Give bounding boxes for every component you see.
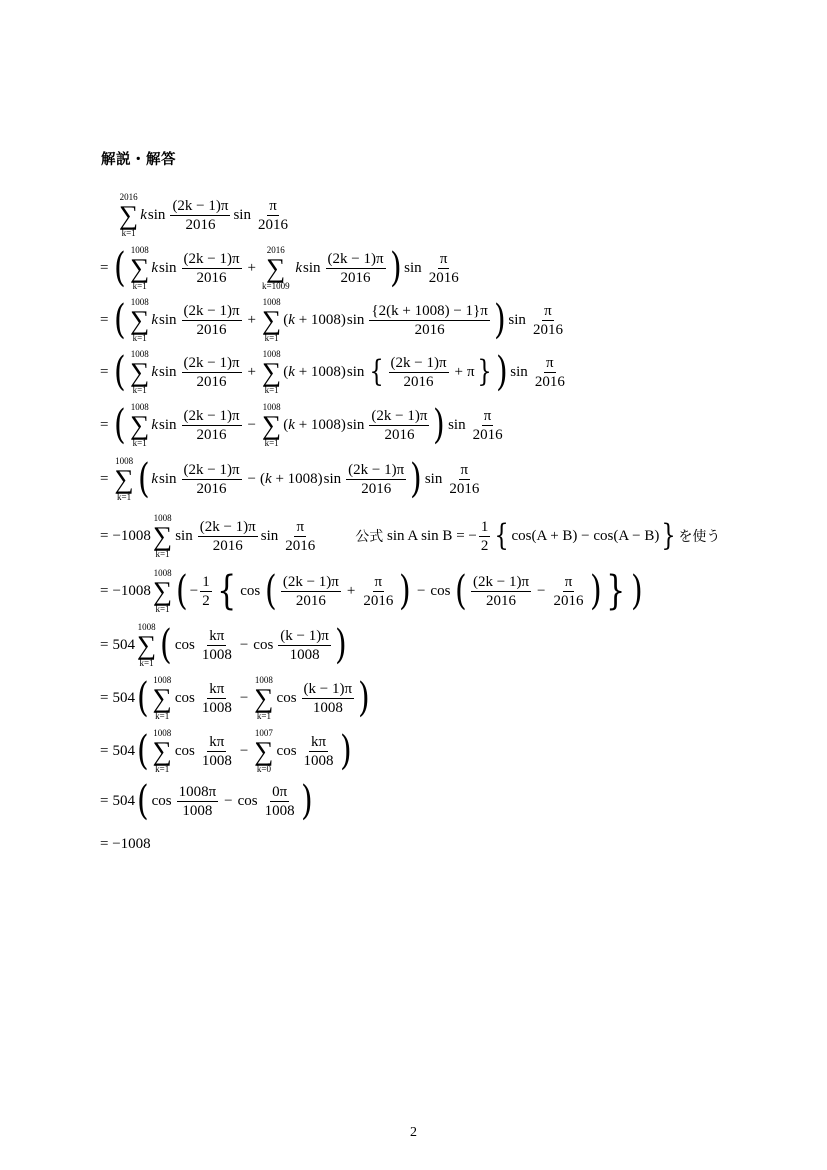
equation-line-11: = 504 ( 1008 ∑ k=1 cos kπ 1008 − 1007 ∑ k=0 cos kπ 1008 ) <box>100 728 352 774</box>
equation-result: = −1008 <box>100 835 151 852</box>
formula-note: 公式 sin A sin B = − $\frac{1}{2}$ { cos(A + B) − cos(A − B) } を使う <box>355 518 721 554</box>
fraction: π 2016 <box>257 197 288 233</box>
summation: 2016 ∑ k=1 <box>119 192 139 238</box>
equation-line-5: = ( 1008 ∑ k=1 k sin (2k − 1)π 2016 − 1008 ∑ k=1 (k + 1008) sin (2k − 1)π 2016 ) sin π 2016 <box>100 402 503 448</box>
equation-line-12: = 504 ( cos 1008π 1008 − cos 0π 1008 ) <box>100 778 313 824</box>
equation-line-8: = −1008 1008 ∑ k=1 ( − $\frac{1}{2}$ { cos ( (2k − 1)π 2016 + $\frac{\pi}{2016}$ ) − cos ( (2k − 1)π 2016 − $\frac{\pi}{2016}$ ) } ) <box>100 568 643 614</box>
equation-line-2: = ( 1008 ∑ k=1 k sin (2k − 1)π 2016 + 2016 ∑ k=1009 k sin (2k − 1)π 2016 ) sin π 2016 <box>100 245 459 291</box>
equation-line-3: = ( 1008 ∑ k=1 k sin (2k − 1)π 2016 + 1008 ∑ k=1 (k + 1008) sin {2(k + 1008) − 1}π 2016 ) sin π 2016 <box>100 297 563 343</box>
equation-line-9: = 504 1008 ∑ k=1 ( cos kπ 1008 − cos (k − 1)π 1008 ) <box>100 622 347 668</box>
equation-line-1: 2016 ∑ k=1 k sin (2k − 1)π 2016 sin π 2016 <box>119 192 288 238</box>
equation-line-4: = ( 1008 ∑ k=1 k sin (2k − 1)π 2016 + 1008 ∑ k=1 (k + 1008) sin { (2k − 1)π 2016 + π } ) sin π 2016 <box>100 349 565 395</box>
page-number: 2 <box>410 1125 417 1140</box>
equation-line-10: = 504 ( 1008 ∑ k=1 cos kπ 1008 − 1008 ∑ k=1 cos (k − 1)π 1008 ) <box>100 675 370 721</box>
section-heading: 解説・解答 <box>101 152 176 168</box>
fraction: (2k − 1)π 2016 <box>172 197 229 233</box>
equation-line-6: = 1008 ∑ k=1 ( k sin (2k − 1)π 2016 − (k + 1008) sin (2k − 1)π 2016 ) sin π 2016 <box>100 456 480 502</box>
equation-line-7: = −1008 1008 ∑ k=1 sin (2k − 1)π 2016 sin π 2016 公式 sin A sin B = − $\frac{1}{2}$ { cos(A + B) − cos(A − B) } を使う <box>100 513 721 559</box>
